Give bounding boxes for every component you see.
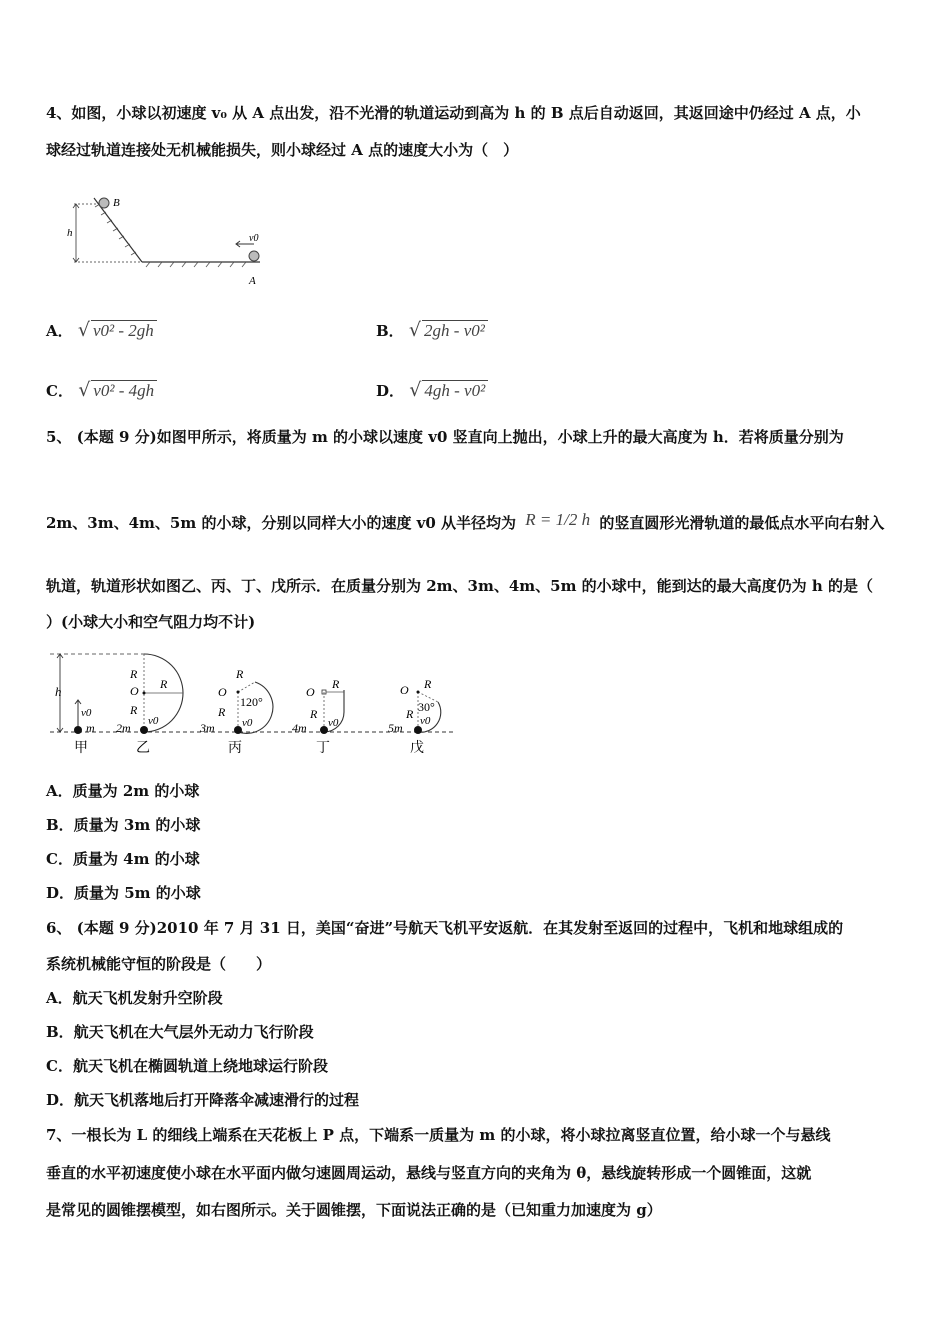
q4-option-c[interactable]: C． √ v0² - 4gh <box>46 380 157 401</box>
q4-option-d[interactable]: D． √ 4gh - v0² <box>376 380 488 401</box>
q6-option-b[interactable]: B．航天飞机在大气层外无动力飞行阶段 <box>46 1023 314 1041</box>
option-letter: C． <box>46 382 73 400</box>
q5-stem-line2a: 2m、3m、4m、5m 的小球，分别以同样大小的速度 v0 从半径均为 <box>46 514 517 532</box>
q5-option-d[interactable]: D．质量为 5m 的小球 <box>46 884 201 902</box>
option-expr: v0² - 4gh <box>91 380 157 401</box>
q5-stem-line1: 5、 (本题 9 分)如图甲所示，将质量为 m 的小球以速度 v0 竖直向上抛出，小球上升的最大高度为 h．若将质量分别为 <box>46 428 844 446</box>
option-letter: A． <box>46 322 73 340</box>
angle-30: 30° <box>418 700 435 714</box>
svg-text:R: R <box>406 707 414 721</box>
label-v0: v0 <box>81 707 92 719</box>
ball-bing <box>234 726 242 734</box>
label-B: B <box>113 197 120 209</box>
svg-text:v0: v0 <box>242 717 253 729</box>
svg-text:3m: 3m <box>200 721 215 735</box>
caption-wu: 戊 <box>410 741 424 756</box>
ball-wu <box>414 726 422 734</box>
q5-stem-line3: 轨道，轨道形状如图乙、丙、丁、戊所示．在质量分别为 2m、3m、4m、5m 的小球中，能到达的最大高度仍为 h 的是（ <box>46 577 874 595</box>
svg-text:R: R <box>218 705 226 719</box>
q4-option-b[interactable]: B． √ 2gh - v0² <box>376 320 488 341</box>
q6-option-d[interactable]: D．航天飞机落地后打开降落伞减速滑行的过程 <box>46 1091 360 1109</box>
label-h: h <box>55 684 62 699</box>
q6-stem-line1: 6、 (本题 9 分)2010 年 7 月 31 日，美国“奋进”号航天飞机平安返航．在其发射至返回的过程中，飞机和地球组成的 <box>46 919 844 937</box>
svg-text:v0: v0 <box>328 717 339 729</box>
caption-ding: 丁 <box>316 741 330 756</box>
q5-stem-line4: ）(小球大小和空气阻力均不计) <box>46 613 256 631</box>
q5-stem-line2 <box>46 510 885 534</box>
svg-text:R: R <box>130 667 138 681</box>
q4-stem-line1: 4、如图，小球以初速度 v₀ 从 A 点出发，沿不光滑的轨道运动到高为 h 的 B 点后自动返回，其返回途中仍经过 A 点，小 <box>46 104 861 122</box>
q6-stem-line2: 系统机械能守恒的阶段是（ ） <box>46 955 272 973</box>
q4-figure <box>64 190 284 290</box>
q4-option-a[interactable]: A． √ v0² - 2gh <box>46 320 157 341</box>
q5-figure <box>46 648 466 758</box>
caption-jia: 甲 <box>74 741 88 756</box>
svg-text:O: O <box>400 683 409 697</box>
svg-text:R: R <box>332 677 340 691</box>
option-expr: v0² - 2gh <box>91 320 157 341</box>
svg-text:R: R <box>310 707 318 721</box>
label-A: A <box>249 275 256 287</box>
label-v0: v0 <box>249 233 259 244</box>
q7-stem-line2: 垂直的水平初速度使小球在水平面内做匀速圆周运动，悬线与竖直方向的夹角为 θ，悬线旋转形成一个圆锥面，这就 <box>46 1164 812 1182</box>
q4-stem-line2: 球经过轨道连接处无机械能损失，则小球经过 A 点的速度大小为（ ） <box>46 141 519 159</box>
q6-option-a[interactable]: A．航天飞机发射升空阶段 <box>46 989 223 1007</box>
option-expr: 4gh - v0² <box>422 380 488 401</box>
svg-text:2m: 2m <box>116 721 131 735</box>
radius-formula: R = 1/2 h <box>525 510 591 529</box>
svg-text:v0: v0 <box>420 715 431 727</box>
label-m: m <box>86 721 95 735</box>
q5-stem-line2b: 的竖直圆形光滑轨道的最低点水平向右射入 <box>599 514 885 532</box>
svg-text:5m: 5m <box>388 721 403 735</box>
ball-yi <box>140 726 148 734</box>
q7-stem-line1: 7、一根长为 L 的细线上端系在天花板上 P 点，下端系一质量为 m 的小球，将小球拉离竖直位置，给小球一个与悬线 <box>46 1126 831 1144</box>
svg-text:R: R <box>236 667 244 681</box>
svg-text:R: R <box>160 677 168 691</box>
svg-text:v0: v0 <box>148 715 159 727</box>
angle-120: 120° <box>240 695 263 709</box>
svg-text:O: O <box>306 685 315 699</box>
svg-text:R: R <box>424 677 432 691</box>
label-h: h <box>67 227 73 239</box>
ball-at-B <box>99 198 109 208</box>
ball-at-A <box>249 251 259 261</box>
q5-option-a[interactable]: A．质量为 2m 的小球 <box>46 782 200 800</box>
svg-text:O: O <box>218 685 227 699</box>
option-expr: 2gh - v0² <box>422 320 488 341</box>
q5-option-c[interactable]: C．质量为 4m 的小球 <box>46 850 200 868</box>
caption-bing: 丙 <box>228 741 242 756</box>
q7-stem-line3: 是常见的圆锥摆模型，如右图所示。关于圆锥摆，下面说法正确的是（已知重力加速度为 g） <box>46 1201 662 1219</box>
ball-ding <box>320 726 328 734</box>
svg-text:R: R <box>130 703 138 717</box>
svg-text:4m: 4m <box>292 721 307 735</box>
option-letter: B． <box>376 322 404 340</box>
q5-option-b[interactable]: B．质量为 3m 的小球 <box>46 816 201 834</box>
caption-yi: 乙 <box>136 741 150 756</box>
svg-text:O: O <box>130 684 139 698</box>
ball-jia <box>74 726 82 734</box>
q6-option-c[interactable]: C．航天飞机在椭圆轨道上绕地球运行阶段 <box>46 1057 328 1075</box>
option-letter: D． <box>376 382 405 400</box>
